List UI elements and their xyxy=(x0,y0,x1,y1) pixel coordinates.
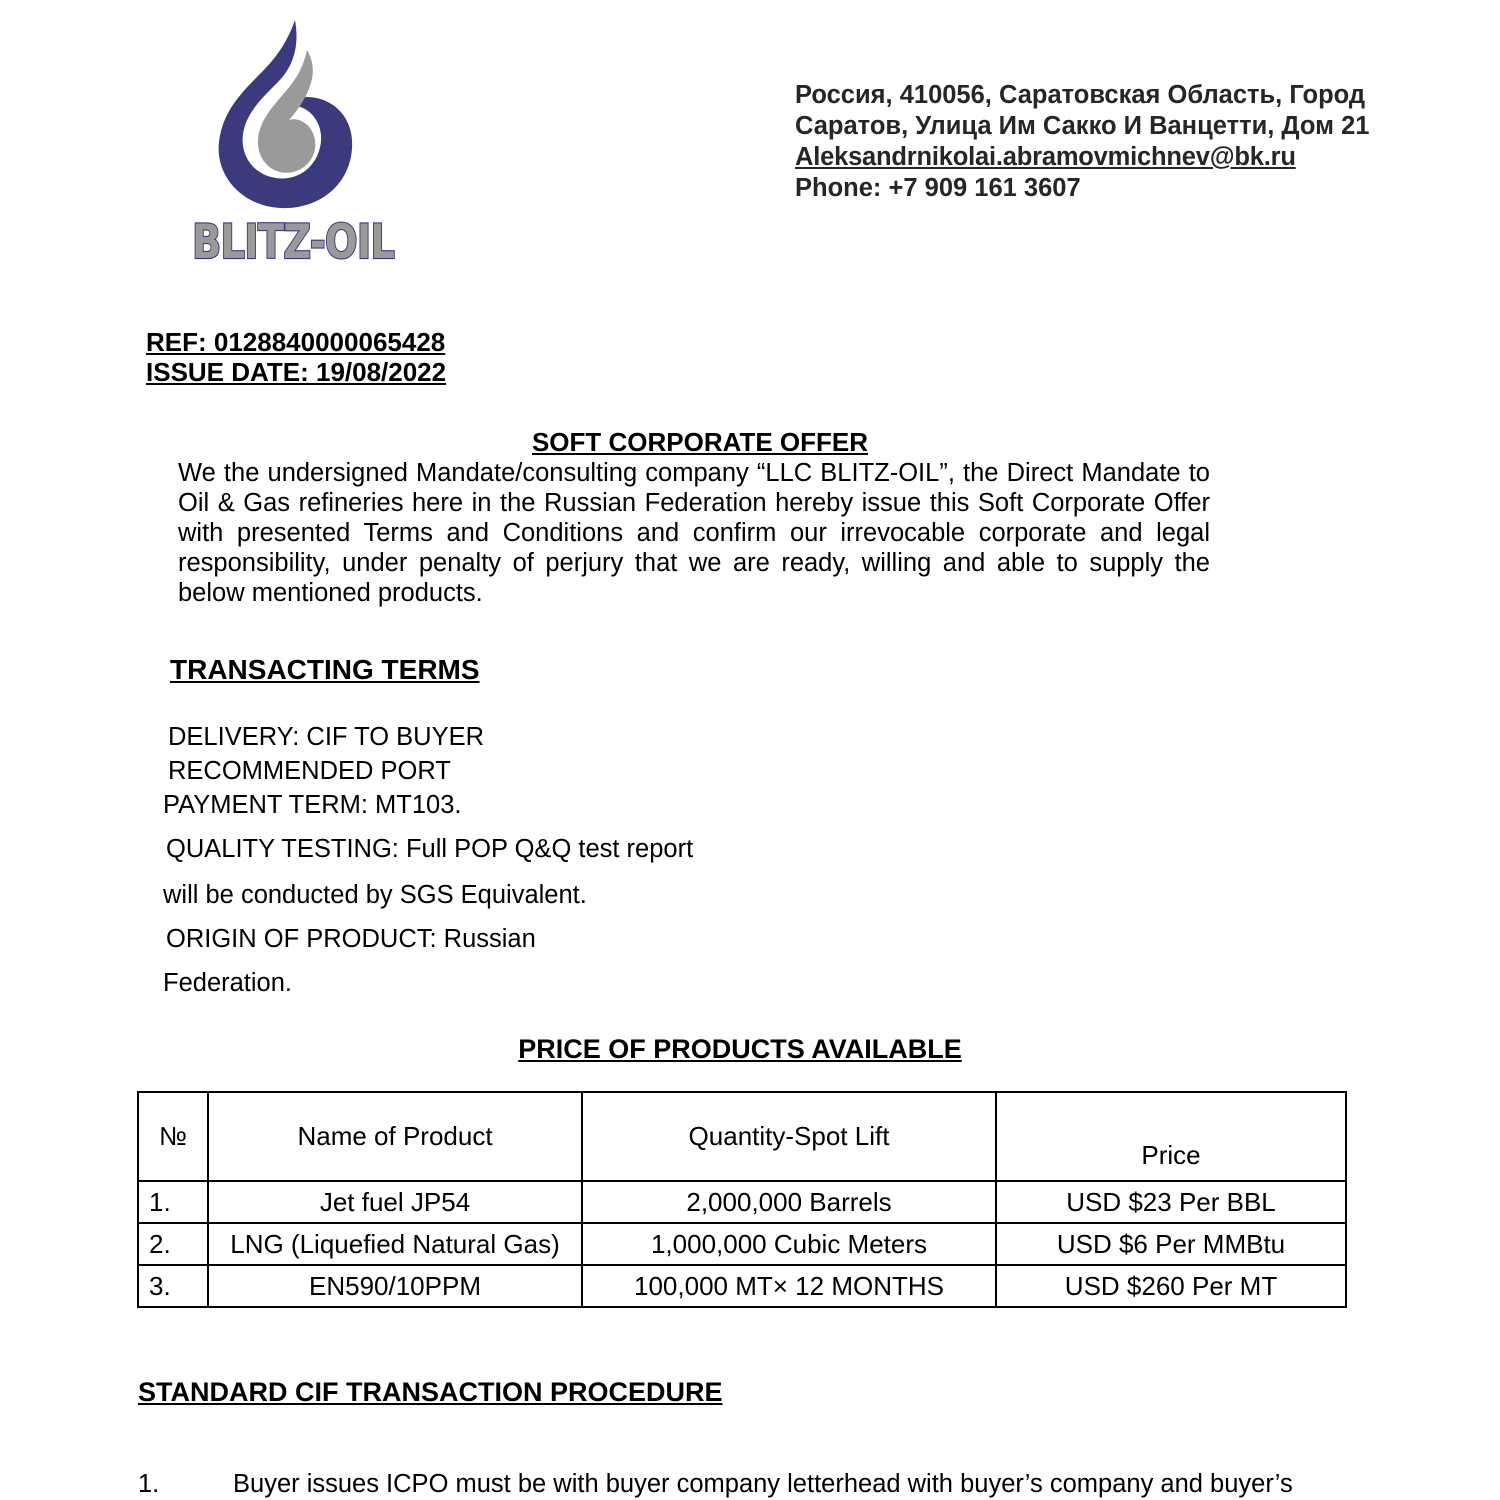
row-number: 1. xyxy=(138,1181,208,1223)
procedure-item-number: 1. xyxy=(138,1470,160,1498)
header-product: Name of Product xyxy=(208,1092,582,1181)
company-logo xyxy=(186,18,395,283)
offer-title-text: SOFT CORPORATE OFFER xyxy=(531,427,869,457)
issue-date-row xyxy=(146,357,446,387)
flame-droplet-icon xyxy=(186,18,386,213)
table-row xyxy=(138,1265,1346,1307)
reference-block xyxy=(146,327,446,387)
logo-wordmark: BLITZ-OIL xyxy=(192,215,395,270)
procedure-item-1 xyxy=(138,1468,1398,1500)
procedure-heading xyxy=(138,1377,723,1408)
row-number: 3. xyxy=(138,1265,208,1307)
header-number: № xyxy=(138,1092,208,1181)
table-row xyxy=(138,1181,1346,1223)
company-address xyxy=(795,80,1415,204)
procedure-heading-text: STANDARD CIF TRANSACTION PROCEDURE xyxy=(138,1377,723,1407)
row-product: EN590/10PPM xyxy=(208,1265,582,1307)
reference-number: REF: 0128840000065428 xyxy=(146,327,446,357)
term-payment: PAYMENT TERM: MT103. xyxy=(163,791,462,819)
row-price: USD $23 Per BBL xyxy=(996,1181,1346,1223)
contact-email[interactable]: Aleksandrnikolai.abramovmichnev@bk.ru xyxy=(795,143,1296,171)
table-row xyxy=(138,1223,1346,1265)
row-quantity: 1,000,000 Cubic Meters xyxy=(582,1223,996,1265)
price-section-heading xyxy=(0,1034,1480,1065)
row-price: USD $260 Per MT xyxy=(996,1265,1346,1307)
row-product: Jet fuel JP54 xyxy=(208,1181,582,1223)
transacting-terms-heading xyxy=(170,654,480,686)
transacting-terms-list xyxy=(150,720,1050,1000)
term-delivery: DELIVERY: CIF TO BUYER xyxy=(168,723,485,751)
term-quality-testing: QUALITY TESTING: Full POP Q&Q test report xyxy=(166,835,694,863)
offer-body-paragraph: We the undersigned Mandate/consulting company “LLC BLITZ-OIL”, the Direct Mandate to Oil & Gas refineries here in the Russian Federation hereby issue this Soft Corporate Offer with presented Terms and Conditions and confirm our irrevocable corporate and legal responsibility, under penalty of perjury that we are ready, willing and able to supply the below mentioned products. xyxy=(178,459,1210,607)
row-quantity: 2,000,000 Barrels xyxy=(582,1181,996,1223)
term-origin-cont: Federation. xyxy=(163,969,292,997)
price-table xyxy=(137,1091,1347,1308)
term-quality-testing-cont: will be conducted by SGS Equivalent. xyxy=(163,881,587,909)
table-header-row xyxy=(138,1092,1346,1181)
transacting-terms-heading-text: TRANSACTING TERMS xyxy=(170,654,480,685)
procedure-item-text: Buyer issues ICPO must be with buyer company letterhead with buyer’s company and buyer’s xyxy=(233,1470,1293,1498)
reference-number-row xyxy=(146,327,446,357)
header-price: Price xyxy=(996,1092,1346,1181)
letterhead xyxy=(0,0,1500,300)
price-table-body xyxy=(138,1181,1346,1307)
offer-title xyxy=(0,427,1400,458)
term-origin: ORIGIN OF PRODUCT: Russian xyxy=(166,925,536,953)
address-line: Россия, 410056, Саратовская Область, Город Саратов, Улица Им Сакко И Ванцетти, Дом 21 xyxy=(795,81,1370,140)
price-table-head xyxy=(138,1092,1346,1181)
term-recommended-port: RECOMMENDED PORT xyxy=(168,757,451,785)
header-quantity: Quantity-Spot Lift xyxy=(582,1092,996,1181)
issue-date: ISSUE DATE: 19/08/2022 xyxy=(146,357,447,387)
row-product: LNG (Liquefied Natural Gas) xyxy=(208,1223,582,1265)
row-number: 2. xyxy=(138,1223,208,1265)
row-quantity: 100,000 MT× 12 MONTHS xyxy=(582,1265,996,1307)
price-section-heading-text: PRICE OF PRODUCTS AVAILABLE xyxy=(518,1034,962,1064)
contact-phone: Phone: +7 909 161 3607 xyxy=(795,174,1081,202)
row-price: USD $6 Per MMBtu xyxy=(996,1223,1346,1265)
